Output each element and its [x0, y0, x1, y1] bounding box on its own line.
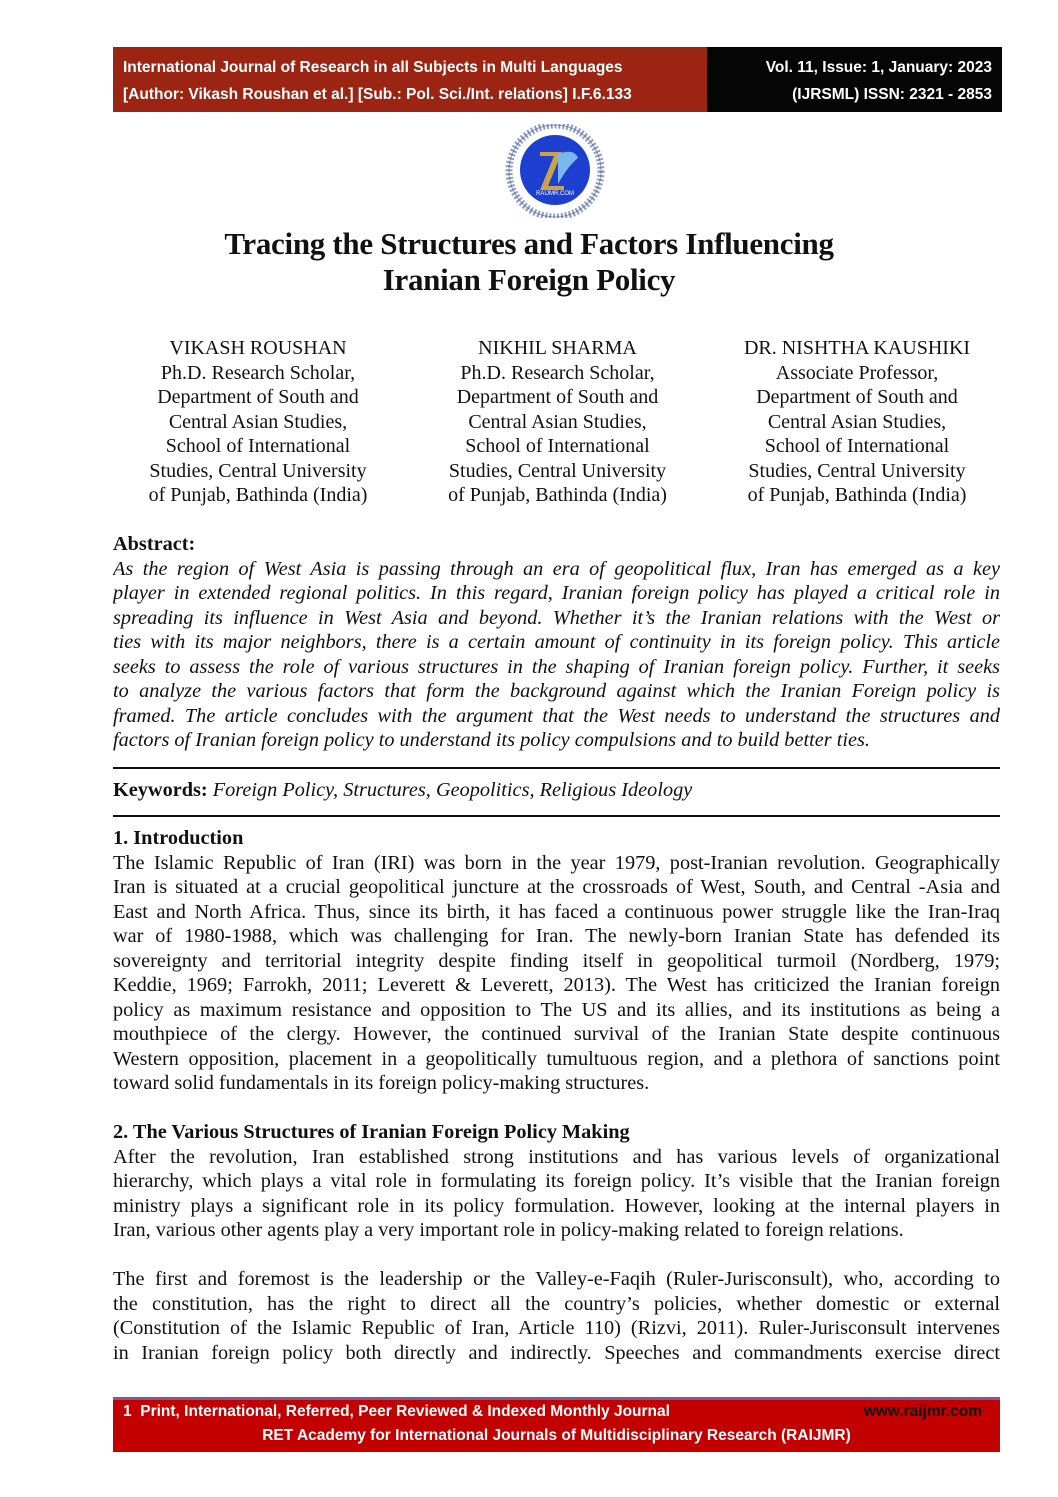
paragraph-line: After the revolution, Iran established strong institutions and has various levels of organizational	[113, 1145, 1000, 1168]
author-affiliation-line: of Punjab, Bathinda (India)	[448, 484, 667, 506]
article-title	[0, 226, 1058, 298]
author-block	[113, 336, 403, 508]
paragraph-line: The first and foremost is the leadership or the Valley-e-Faqih (Ruler-Jurisconsult), who, according to	[113, 1268, 1000, 1290]
abstract-line: to analyze the various factors that form the background against which the Iranian Foreign policy is	[113, 680, 1000, 702]
abstract-line: spreading its influence in West Asia and beyond. Whether it’s the Iranian relations with the West or	[113, 606, 1000, 629]
paragraph-line: mouthpiece of the clergy. However, the continued survival of the Iranian State despite continuous	[113, 1023, 1000, 1045]
author-list	[113, 336, 1002, 508]
journal-url[interactable]: www.raijmr.com	[863, 1403, 982, 1420]
footer-tagline: Print, International, Referred, Peer Reviewed & Indexed Monthly Journal	[140, 1403, 670, 1420]
divider	[113, 815, 1000, 817]
author-affiliation-line: Department of South and	[756, 386, 958, 408]
author-affiliation-line: Studies, Central University	[149, 459, 367, 482]
paragraph-line: (Constitution of the Islamic Republic of Iran, Article 110) (Rizvi, 2011). Ruler-Jurisconsult intervenes	[113, 1317, 1000, 1339]
author-affiliation-line: Ph.D. Research Scholar,	[460, 361, 655, 384]
title-line: Iranian Foreign Policy	[382, 262, 676, 297]
author-affiliation-line: Studies, Central University	[748, 459, 966, 482]
author-name: VIKASH ROUSHAN	[169, 337, 347, 359]
author-affiliation-line: School of International	[165, 435, 351, 457]
paragraph-line: Western opposition, placement in a geopolitically tumultuous region, and a plethora of sanctions point	[113, 1047, 1000, 1070]
abstract	[113, 532, 1000, 753]
paragraph-line: The Islamic Republic of Iran (IRI) was born in the year 1979, post-Iranian revolution. Geographically	[113, 851, 1000, 874]
author-affiliation-line: Ph.D. Research Scholar,	[160, 361, 356, 384]
author-affiliation-line: Central Asian Studies,	[168, 410, 348, 433]
paragraph-line: policy as maximum resistance and opposition to The US and its allies, and its institutions as being a	[113, 998, 1000, 1021]
paragraph-line: sovereignty and territorial integrity despite finding itself in geopolitical turmoil (Nordberg, 1979;	[113, 949, 1000, 972]
journal-logo	[500, 124, 610, 218]
author-name: DR. NISHTHA KAUSHIKI	[743, 337, 971, 359]
journal-footer	[113, 1397, 1000, 1452]
author-affiliation-line: Central Asian Studies,	[767, 410, 947, 433]
issn: (IJRSML) ISSN: 2321 - 2853	[792, 86, 992, 103]
author-affiliation-line: Associate Professor,	[775, 361, 939, 384]
keywords-value: Foreign Policy, Structures, Geopolitics, Religious Ideology	[207, 779, 693, 801]
abstract-line: seeks to assess the role of various structures in the shaping of Iranian foreign policy. Further, it seeks	[113, 655, 1000, 678]
paragraph-line: Iran is situated at a crucial geopolitical juncture at the crossroads of West, South, and Central -Asia and	[113, 876, 1000, 898]
journal-header	[113, 47, 1002, 112]
paragraph-line: Keddie, 1969; Farrokh, 2011; Leverett & Leverett, 2013). The West has criticized the Iranian foreign	[113, 974, 1000, 996]
paragraph-line: hierarchy, which plays a vital role in formulating its foreign policy. It’s visible that the Iranian foreign	[113, 1170, 1000, 1192]
header-issue-info	[707, 47, 1002, 112]
paragraph-line: the constitution, has the right to direct all the country’s policies, whether domestic or external	[113, 1292, 1000, 1315]
abstract-line: ties with its major neighbors, there is a certain amount of continuity in its foreign policy. This article	[113, 631, 1000, 653]
divider	[113, 767, 1000, 769]
author-affiliation-line: of Punjab, Bathinda (India)	[148, 484, 368, 506]
author-affiliation-line: Department of South and	[157, 386, 359, 408]
author-name: NIKHIL SHARMA	[478, 337, 637, 359]
author-block	[712, 336, 1002, 508]
journal-name: International Journal of Research in all Subjects in Multi Languages	[123, 59, 623, 76]
paragraph-line: Iran, various other agents play a very important role in policy-making related to foreign relations.	[113, 1219, 904, 1241]
volume-issue: Vol. 11, Issue: 1, January: 2023	[765, 59, 992, 76]
blank-line	[113, 1243, 1000, 1268]
abstract-line: factors of Iranian foreign policy to understand its policy compulsions and to build better ties.	[113, 729, 870, 751]
article-body	[113, 826, 1000, 1365]
paragraph-line: East and North Africa. Thus, since its birth, it has faced a continuous power struggle like the Iran-Iraq	[113, 900, 1000, 923]
author-affiliation-line: Central Asian Studies,	[468, 410, 647, 433]
paragraph-line: toward solid fundamentals in its foreign policy-making structures.	[113, 1072, 650, 1094]
author-block	[413, 336, 703, 508]
paragraph-line: war of 1980-1988, which was challenging for Iran. The newly-born Iranian State has defended its	[113, 925, 1000, 947]
author-affiliation-line: of Punjab, Bathinda (India)	[747, 484, 967, 506]
paragraph-line: ministry plays a significant role in its policy formulation. However, looking at the internal players in	[113, 1194, 1000, 1217]
abstract-line: framed. The article concludes with the argument that the West needs to understand the structures and	[113, 704, 1000, 727]
keywords-label: Keywords:	[113, 779, 208, 801]
abstract-line: player in extended regional politics. In this regard, Iranian foreign policy has played a critical role in	[113, 582, 1000, 604]
footer-publisher: RET Academy for International Journals of Multidisciplinary Research (RAIJMR)	[262, 1427, 851, 1444]
abstract-line: As the region of West Asia is passing through an era of geopolitical flux, Iran has emerged as a key	[113, 557, 1000, 580]
header-journal-info	[113, 47, 707, 112]
keywords	[113, 778, 1000, 803]
abstract-heading: Abstract:	[113, 533, 196, 555]
article-meta: [Author: Vikash Roushan et al.] [Sub.: Pol. Sci./Int. relations] I.F.6.133	[123, 86, 632, 103]
author-affiliation-line: School of International	[764, 435, 950, 457]
author-affiliation-line: Department of South and	[456, 386, 659, 408]
title-line: Tracing the Structures and Factors Influencing	[224, 226, 834, 261]
page-number: 1	[123, 1403, 132, 1420]
section-heading: 2. The Various Structures of Iranian Foreign Policy Making	[113, 1121, 630, 1143]
blank-line	[113, 1096, 1000, 1121]
paragraph-line: in Iranian foreign policy both directly and indirectly. Speeches and commandments exercise direct	[113, 1341, 1000, 1364]
svg-text:RAIJMR.COM: RAIJMR.COM	[536, 191, 574, 197]
section-heading: 1. Introduction	[113, 827, 244, 849]
author-affiliation-line: Studies, Central University	[448, 459, 667, 482]
author-affiliation-line: School of International	[465, 435, 650, 457]
